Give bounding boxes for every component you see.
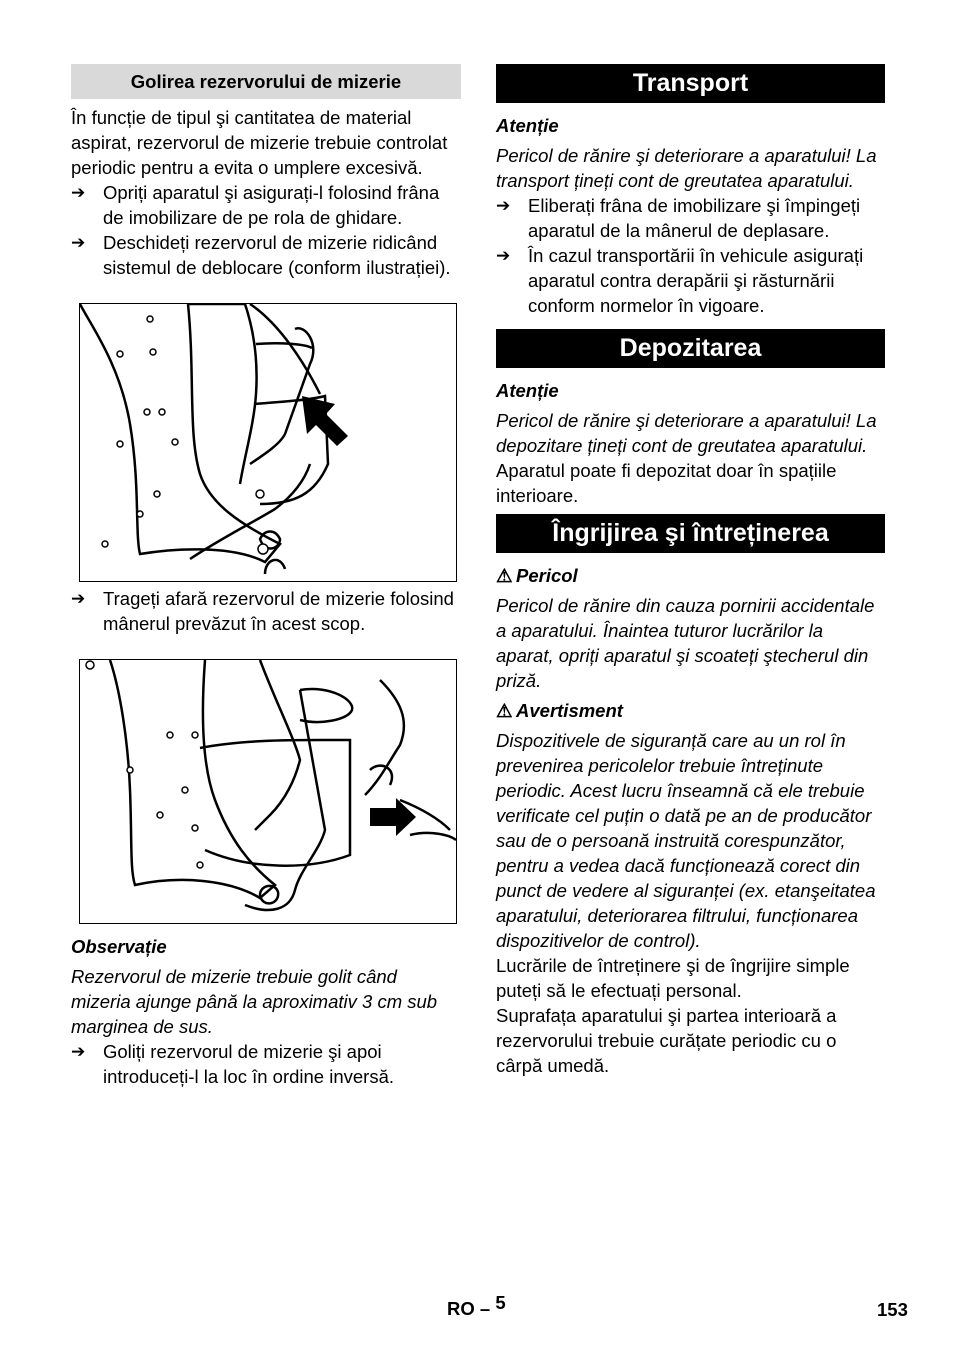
step-text: Goliți rezervorul de mizerie şi apoi introduceți-l la loc în ordine inversă. bbox=[103, 1041, 395, 1087]
maintenance-text: Lucrările de întreținere şi de îngrijire simple puteți să le efectuați personal. bbox=[496, 955, 850, 1001]
intro-paragraph: În funcție de tipul şi cantitatea de material aspirat, rezervorul de mizerie trebuie controlat periodic pentru a evita o umplere excesivă. bbox=[71, 107, 448, 178]
footer-language bbox=[447, 1292, 506, 1321]
section-heading-emptying: Golirea rezervorului de mizerie bbox=[71, 64, 461, 99]
warning-triangle-icon: ⚠ bbox=[496, 700, 513, 721]
page-number: 153 bbox=[877, 1299, 908, 1320]
step-text: Eliberați frâna de imobilizare şi împingeți aparatul de la mânerul de deplasare. bbox=[528, 195, 861, 241]
note-text: Rezervorul de mizerie trebuie golit când mizeria ajunge până la aproximativ 3 cm sub marginea de sus. bbox=[71, 966, 438, 1037]
step-item bbox=[71, 586, 461, 636]
footer-section-page: 5 bbox=[495, 1292, 506, 1313]
footer-lang: RO bbox=[447, 1298, 475, 1319]
step-item bbox=[71, 1039, 461, 1089]
left-column bbox=[71, 64, 461, 1089]
note-label: Observație bbox=[71, 936, 167, 957]
section-bar-transport: Transport bbox=[496, 64, 885, 103]
step-item bbox=[496, 243, 885, 318]
step-text: Trageți afară rezervorul de mizerie folosind mânerul prevăzut în acest scop. bbox=[103, 588, 454, 634]
figure-unlock-container bbox=[79, 303, 457, 582]
warning-label: Avertisment bbox=[516, 700, 623, 721]
arrow-right-icon: ➔ bbox=[71, 183, 86, 202]
danger-label: Pericol bbox=[516, 565, 578, 586]
footer-dash: – bbox=[479, 1298, 491, 1319]
step-text: Opriți aparatul şi asigurați-l folosind frâna de imobilizare de pe rola de ghidare. bbox=[103, 182, 440, 228]
step-item bbox=[71, 180, 461, 230]
attention-text: Pericol de rănire şi deteriorare a aparatului! La transport țineți cont de greutatea aparatului. bbox=[496, 145, 877, 191]
attention-text: Pericol de rănire şi deteriorare a aparatului! La depozitare țineți cont de greutatea aparatului. bbox=[496, 410, 877, 456]
arrow-right-icon: ➔ bbox=[71, 233, 86, 252]
warning-triangle-icon: ⚠ bbox=[496, 565, 513, 586]
arrow-right-icon: ➔ bbox=[71, 1042, 86, 1061]
attention-label: Atenție bbox=[496, 115, 559, 136]
step-item bbox=[71, 230, 461, 280]
vacuum-unlock-illustration bbox=[80, 304, 456, 581]
attention-label: Atenție bbox=[496, 380, 559, 401]
step-item bbox=[496, 193, 885, 243]
step-text: În cazul transportării în vehicule asigurați aparatul contra derapării şi răsturnării conform normelor în vigoare. bbox=[528, 245, 864, 316]
danger-heading bbox=[496, 563, 885, 588]
storage-text: Aparatul poate fi depozitat doar în spațiile interioare. bbox=[496, 460, 837, 506]
vacuum-pull-illustration bbox=[80, 660, 456, 923]
section-bar-storage: Depozitarea bbox=[496, 329, 885, 368]
arrow-right-icon: ➔ bbox=[71, 589, 86, 608]
section-bar-maintenance: Îngrijirea şi întreținerea bbox=[496, 514, 885, 553]
warning-heading bbox=[496, 698, 885, 723]
arrow-right-icon: ➔ bbox=[496, 246, 511, 265]
arrow-right-icon: ➔ bbox=[496, 196, 511, 215]
figure-pull-container bbox=[79, 659, 457, 924]
step-text: Deschideți rezervorul de mizerie ridicând sistemul de deblocare (conform ilustrației). bbox=[103, 232, 451, 278]
warning-text: Dispozitivele de siguranță care au un rol în prevenirea pericolelor trebuie întreținute periodic. Acest lucru înseamnă că ele trebuie verificate cel puțin o dată pe an de producător sau de o persoană instruită corespunzător, pentru a vedea dacă funcționează corect din punct de vedere al siguranței (ex. etanşeitatea aparatului, deteriorarea filtrului, funcționarea dispozitivelor de control). bbox=[496, 730, 876, 951]
danger-text: Pericol de rănire din cauza pornirii accidentale a aparatului. Înaintea tuturor lucrărilor la aparat, opriți aparatul şi scoateți ştecherul din priză. bbox=[496, 595, 875, 691]
maintenance-text: Suprafața aparatului şi partea interioară a rezervorului trebuie curățate periodic cu o cârpă umedă. bbox=[496, 1005, 837, 1076]
right-column bbox=[496, 64, 885, 1078]
